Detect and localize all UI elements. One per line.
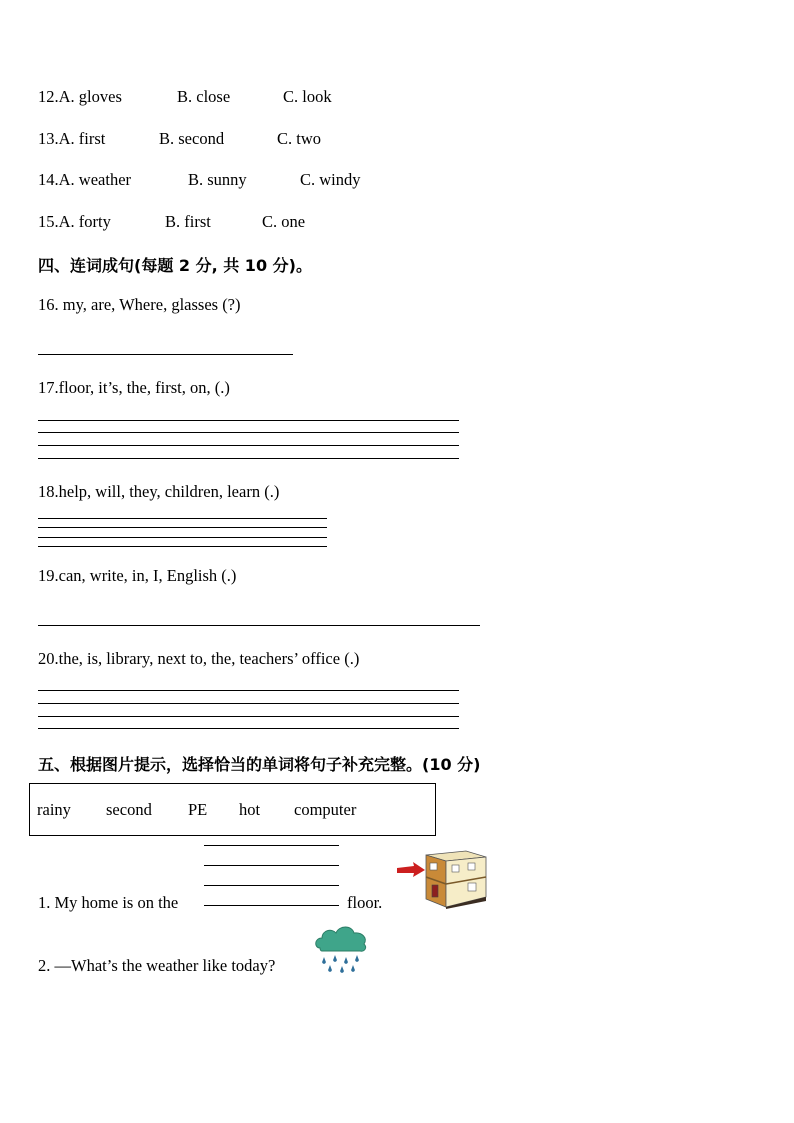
- word-bank-item: second: [106, 800, 152, 819]
- sentence-item-19: [38, 566, 236, 586]
- item-words: the, is, library, next to, the, teachers’ office (.): [58, 649, 360, 668]
- word-bank-item: computer: [294, 800, 357, 819]
- answer-line[interactable]: [38, 518, 327, 519]
- option-a: A. weather: [58, 170, 132, 189]
- item-number: 17.: [38, 378, 59, 397]
- item-number: 20.: [38, 649, 59, 668]
- rain-cloud-icon: [314, 924, 370, 974]
- question-number: 12.: [38, 87, 59, 106]
- word-bank-item: PE: [188, 800, 208, 819]
- item-words: floor, it’s, the, first, on, (.): [58, 378, 230, 397]
- fill-question-2: 2. —What’s the weather like today?: [38, 956, 276, 975]
- section-4-title: 四、连词成句(每题 2 分, 共 10 分)。: [38, 256, 312, 275]
- item-words: my, are, Where, glasses (?): [58, 295, 241, 314]
- arrow-icon: [396, 862, 426, 878]
- answer-line[interactable]: [204, 865, 339, 866]
- answer-line[interactable]: [204, 885, 339, 886]
- option-a: A. first: [58, 129, 106, 148]
- question-number: 15.: [38, 212, 59, 231]
- item-words: can, write, in, I, English (.): [58, 566, 237, 585]
- answer-line[interactable]: [38, 546, 327, 547]
- answer-line[interactable]: [38, 445, 459, 446]
- fill-question-1: 1. My home is on the: [38, 893, 179, 912]
- question-14-option-b: B. sunny: [188, 170, 247, 189]
- answer-blank[interactable]: [204, 905, 339, 906]
- question-number: 14.: [38, 170, 59, 189]
- word-bank: [29, 783, 436, 836]
- question-number: 13.: [38, 129, 59, 148]
- question-15: [38, 212, 111, 232]
- answer-line[interactable]: [38, 420, 459, 421]
- answer-line[interactable]: [38, 458, 459, 459]
- word-bank-item: hot: [239, 800, 261, 819]
- sentence-item-16: [38, 295, 241, 315]
- item-words: help, will, they, children, learn (.): [58, 482, 280, 501]
- fill-question-1-suffix: floor.: [347, 893, 383, 912]
- answer-line[interactable]: [204, 845, 339, 846]
- sentence-item-18: [38, 482, 279, 502]
- question-13: [38, 129, 105, 149]
- section-5-title: 五、根据图片提示，选择恰当的单词将句子补充完整。(10 分): [38, 755, 481, 774]
- answer-line[interactable]: [38, 716, 459, 717]
- answer-line[interactable]: [38, 432, 459, 433]
- question-15-option-b: B. first: [165, 212, 211, 231]
- question-15-option-c: C. one: [262, 212, 306, 231]
- answer-line[interactable]: [38, 537, 327, 538]
- item-number: 19.: [38, 566, 59, 585]
- question-12-option-b: B. close: [177, 87, 231, 106]
- answer-line[interactable]: [38, 527, 327, 528]
- option-a: A. gloves: [58, 87, 122, 106]
- question-14-option-c: C. windy: [300, 170, 361, 189]
- answer-line[interactable]: [38, 728, 459, 729]
- item-number: 18.: [38, 482, 59, 501]
- word-bank-item: rainy: [37, 800, 71, 819]
- sentence-item-20: [38, 649, 359, 669]
- question-12-option-c: C. look: [283, 87, 332, 106]
- option-a: A. forty: [58, 212, 111, 231]
- answer-line[interactable]: [38, 690, 459, 691]
- answer-line[interactable]: [38, 703, 459, 704]
- answer-line[interactable]: [38, 354, 293, 355]
- answer-line[interactable]: [38, 625, 480, 626]
- item-number: 16.: [38, 295, 59, 314]
- question-12: [38, 87, 122, 107]
- question-14: [38, 170, 131, 190]
- question-13-option-c: C. two: [277, 129, 322, 148]
- question-13-option-b: B. second: [159, 129, 225, 148]
- sentence-item-17: [38, 378, 230, 398]
- building-icon: [424, 849, 488, 909]
